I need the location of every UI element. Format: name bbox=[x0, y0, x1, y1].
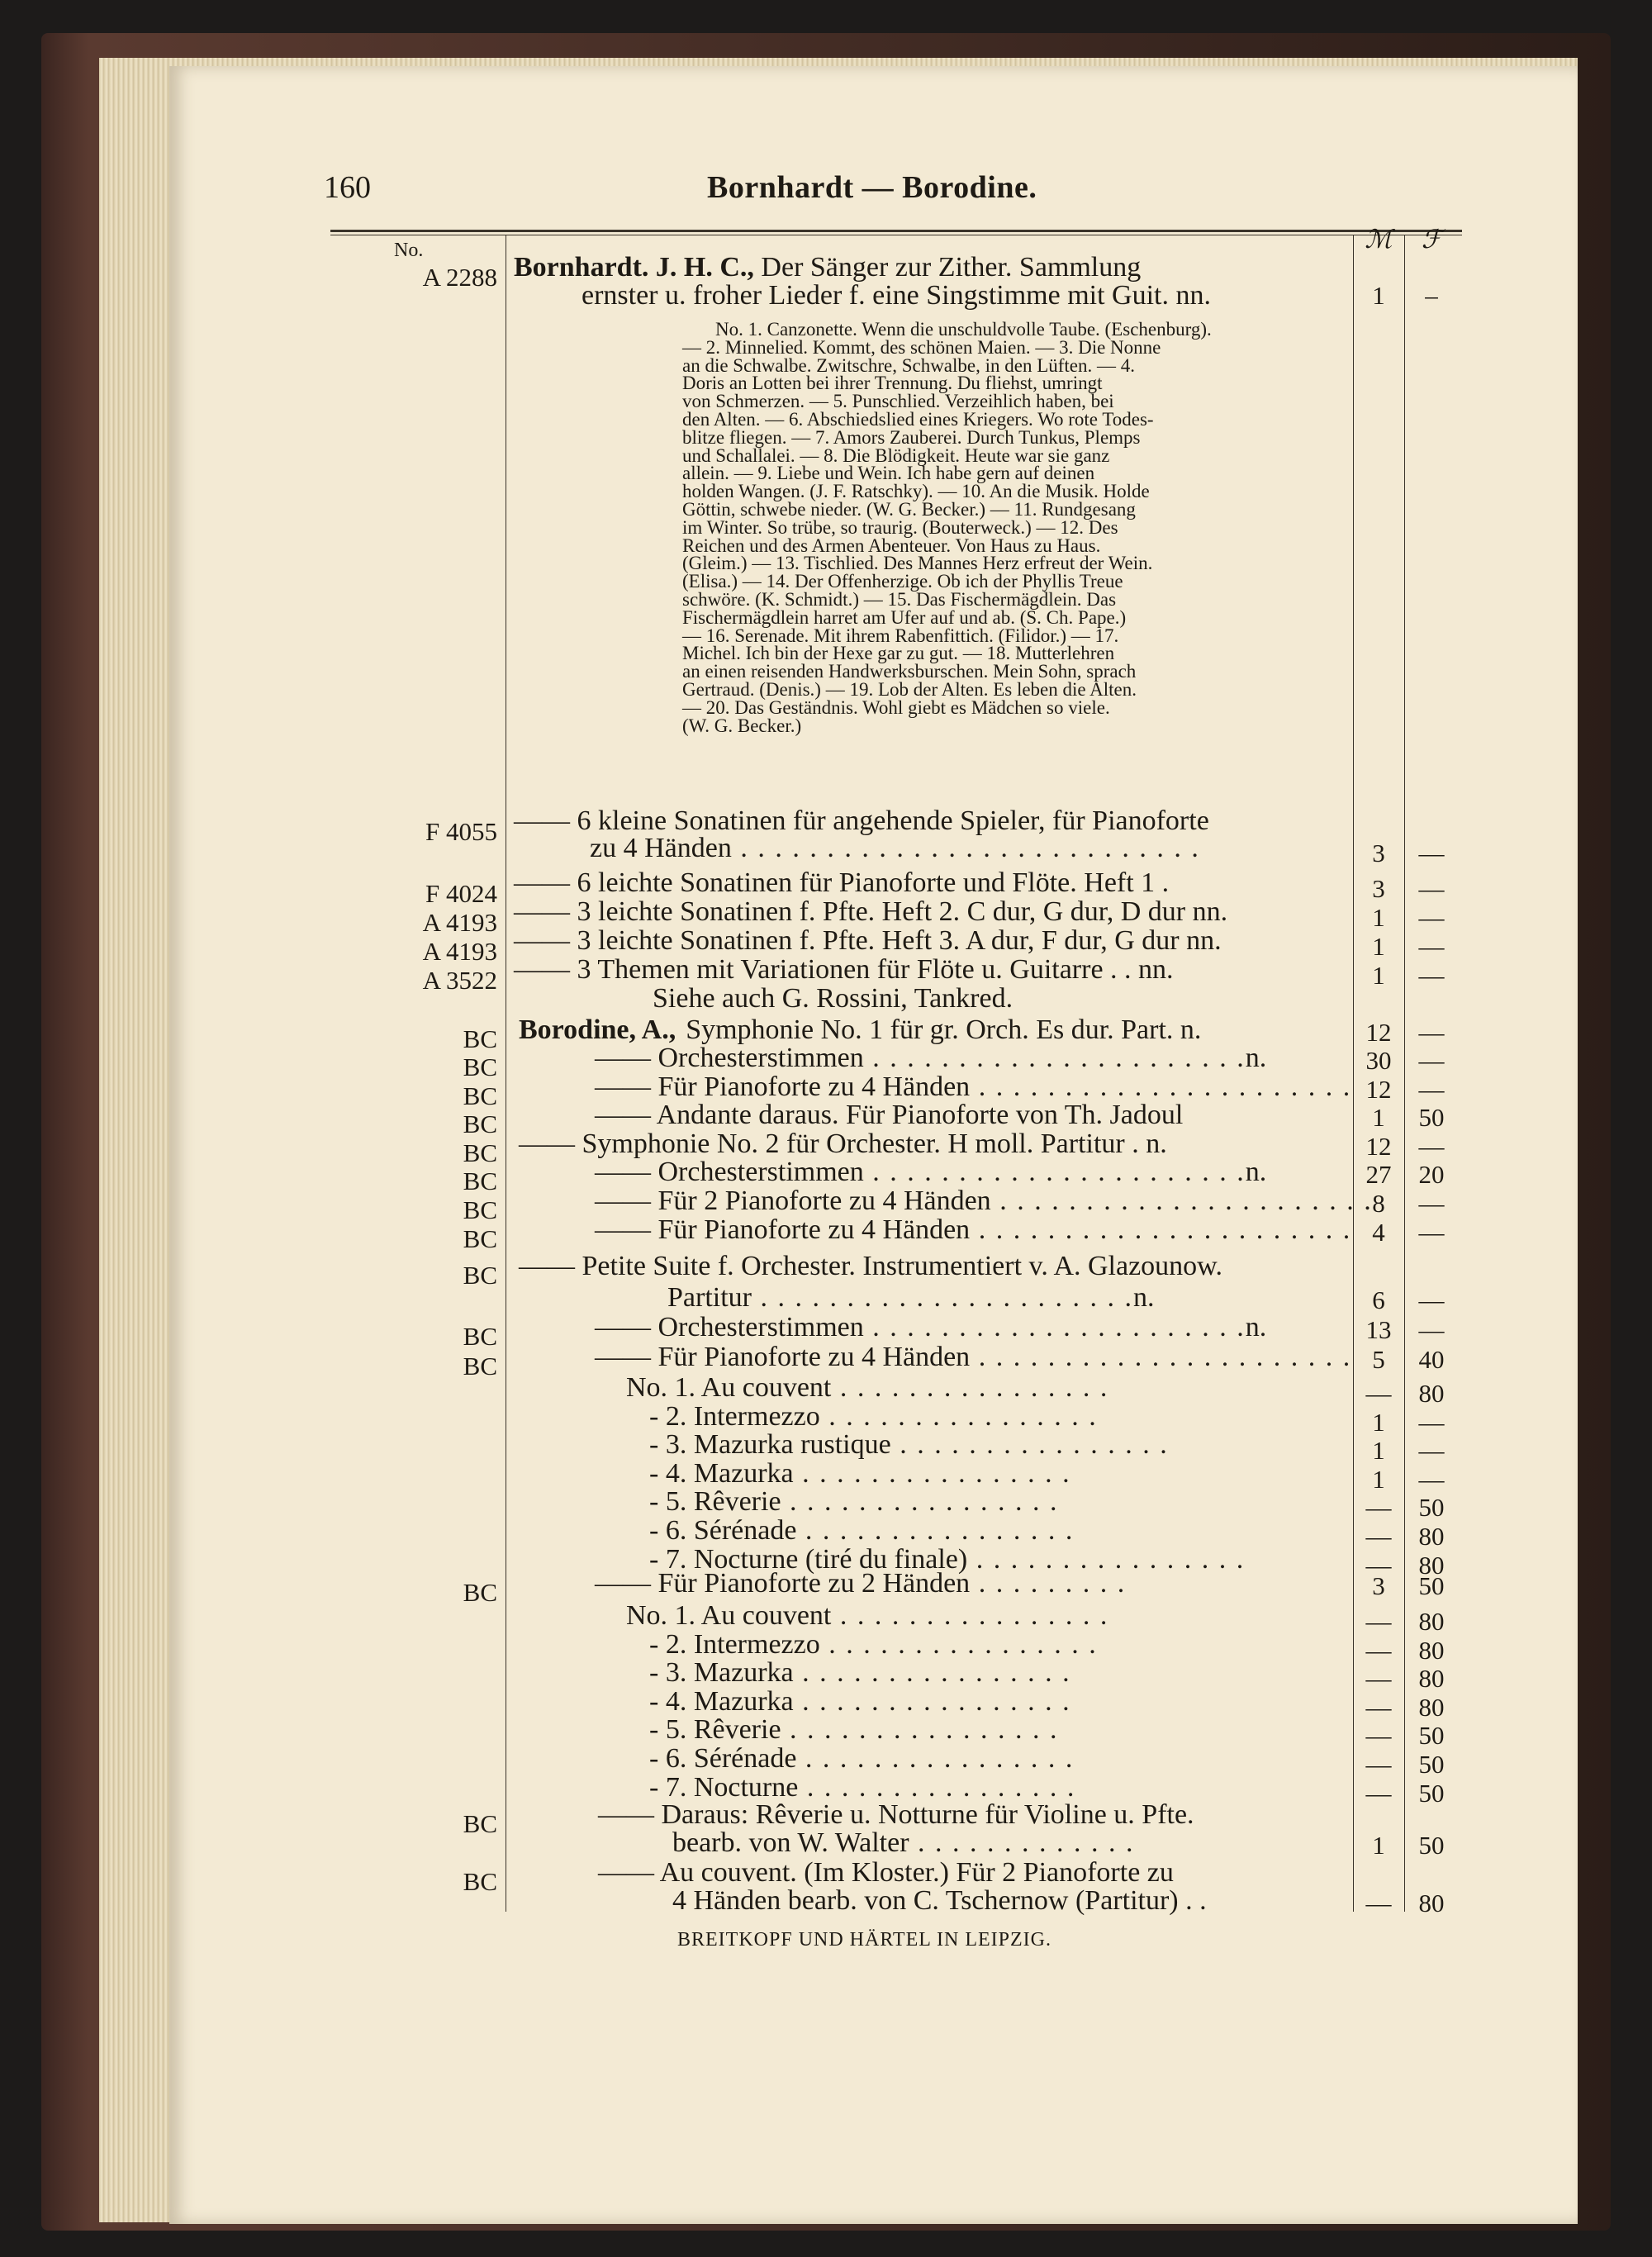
price-mark: — bbox=[1365, 1778, 1392, 1808]
content-line: im Winter. So trübe, so traurig. (Bouterweck.) — 12. Des bbox=[682, 516, 1118, 538]
leader-dots: . . . . . . . . . . . . . . . . bbox=[793, 1457, 1071, 1489]
movement-title: - 7. Nocturne bbox=[649, 1771, 799, 1803]
catalog-number: A 4193 bbox=[422, 908, 497, 937]
catalog-number: BC bbox=[463, 1024, 497, 1053]
leader-dots: . . . . . . . . . . . . . . . . . . . . . . bbox=[990, 1186, 1373, 1216]
price-mark: 6 bbox=[1372, 1285, 1385, 1314]
leader-dots: . . . . . . . . . . . . . . . . . . . . . . bbox=[863, 1312, 1246, 1342]
price-pf: — bbox=[1418, 1132, 1445, 1161]
suite-movement bbox=[649, 1429, 1169, 1461]
leader-dots: . . . . . . . . . . . . . . . . bbox=[793, 1657, 1071, 1689]
price-mark: 12 bbox=[1365, 1075, 1392, 1104]
content-line: Fischermägdlein harret am Ufer auf und ab. (S. Ch. Pape.) bbox=[682, 606, 1127, 628]
entry-text-line bbox=[519, 1128, 1167, 1160]
price-pf: — bbox=[1418, 1285, 1445, 1314]
price-mark: 13 bbox=[1365, 1315, 1392, 1344]
leader-dots: . . . . . . . . . . . . . . . . bbox=[796, 1743, 1075, 1774]
movement-title: - 3. Mazurka bbox=[649, 1657, 794, 1689]
entry-text: —— Symphonie No. 2 für Orchester. H moll. Partitur . n. bbox=[519, 1128, 1167, 1159]
movement-title: - 4. Mazurka bbox=[649, 1457, 794, 1489]
price-pf: — bbox=[1418, 1218, 1445, 1247]
price-pf: — bbox=[1418, 1315, 1445, 1344]
content-line: den Alten. — 6. Abschiedslied eines Kriegers. Wo rote Todes- bbox=[682, 408, 1154, 430]
catalog-number: BC bbox=[463, 1052, 497, 1081]
price-mark: 1 bbox=[1372, 281, 1385, 310]
entry-text: —— 6 leichte Sonatinen für Pianoforte und Flöte. Heft 1 . bbox=[514, 867, 1170, 898]
price-mark: 12 bbox=[1365, 1132, 1392, 1161]
entry-text: —— 3 Themen mit Variationen für Flöte u. Guitarre . . nn. bbox=[514, 954, 1174, 985]
price-mark: 1 bbox=[1372, 961, 1385, 990]
entry-text-cont bbox=[590, 833, 1200, 864]
content-line: Michel. Ich bin der Hexe gar zu gut. — 18. Mutterlehren bbox=[682, 643, 1115, 664]
author-name: Bornhardt. J. H. C., bbox=[514, 252, 754, 283]
price-pf: — bbox=[1418, 932, 1445, 961]
content-line: — 16. Serenade. Mit ihrem Rabenfittich. (Filidor.) — 17. bbox=[682, 625, 1119, 646]
movement-title: - 5. Rêverie bbox=[649, 1714, 781, 1746]
price-mark: 1 bbox=[1372, 1464, 1385, 1494]
price-mark: 4 bbox=[1372, 1218, 1385, 1247]
entry-text: Partitur bbox=[667, 1282, 752, 1313]
entry-text-line bbox=[595, 1043, 1266, 1074]
movement-title: - 6. Sérénade bbox=[649, 1515, 797, 1546]
mark-column-heading: ℳ bbox=[1365, 225, 1393, 254]
catalog-number: BC bbox=[463, 1809, 497, 1838]
content-line: holden Wangen. (J. F. Ratschky). — 10. An die Musik. Holde bbox=[682, 481, 1150, 502]
publisher-footer: BREITKOPF UND HÄRTEL IN LEIPZIG. bbox=[677, 1929, 1051, 1951]
entry-text-cont bbox=[672, 1827, 1135, 1859]
leader-dots: . . . . . . . . . . . . . . . . bbox=[793, 1685, 1071, 1717]
price-mark: — bbox=[1365, 1750, 1392, 1779]
catalog-number: A 3522 bbox=[422, 966, 497, 995]
leader-dots: . . . . . . . . . . . . . . . . . . . . . . bbox=[863, 1043, 1246, 1073]
leader-dots: . . . . . . . . . . . . . . . . . . . . . . bbox=[970, 1071, 1352, 1102]
price-pf: — bbox=[1418, 1075, 1445, 1104]
price-pf: – bbox=[1425, 281, 1438, 310]
leader-dots: . . . . . . . . . . . . . . . . bbox=[890, 1429, 1169, 1461]
bornhardt-entry-line1 bbox=[514, 252, 1141, 283]
price-pf: — bbox=[1418, 1436, 1445, 1466]
price-mark: 1 bbox=[1372, 1103, 1385, 1132]
suite-movement bbox=[649, 1714, 1059, 1746]
entry-text: —— 3 leichte Sonatinen f. Pfte. Heft 3. A dur, F dur, G dur nn. bbox=[514, 925, 1222, 956]
author-name: Borodine, A., bbox=[519, 1014, 676, 1045]
leader-dots: . . . . . . . . . . . . . . . . . . . . . . bbox=[751, 1282, 1133, 1313]
price-pf: 80 bbox=[1418, 1607, 1445, 1636]
price-pf: — bbox=[1418, 1018, 1445, 1047]
header-rule bbox=[330, 230, 1462, 232]
price-pf: 50 bbox=[1418, 1571, 1445, 1600]
price-pf: 80 bbox=[1418, 1550, 1445, 1580]
content-line: — 2. Minnelied. Kommt, des schönen Maien. — 3. Die Nonne bbox=[682, 336, 1161, 358]
entry-title: Symphonie No. 1 für gr. Orch. Es dur. Part. n. bbox=[686, 1014, 1202, 1045]
catalog-number: BC bbox=[463, 1352, 497, 1380]
movement-title: - 2. Intermezzo bbox=[649, 1400, 820, 1432]
leader-dots: . . . . . . . . . . . . . . . . bbox=[967, 1543, 1246, 1575]
catalog-number: BC bbox=[463, 1322, 497, 1351]
entry-text-line bbox=[595, 1157, 1266, 1188]
suite-movement bbox=[649, 1657, 1071, 1689]
price-mark: 1 bbox=[1372, 903, 1385, 932]
net-mark: n. bbox=[1245, 1312, 1267, 1342]
leader-dots: . . . . . . . . . . . . . . . . . . . . . . bbox=[970, 1214, 1352, 1245]
entry-text-line bbox=[595, 1342, 1351, 1373]
leader-dots: . . . . . . . . . bbox=[970, 1568, 1127, 1599]
entry-title: Der Sänger zur Zither. Sammlung bbox=[761, 252, 1142, 283]
price-pf: 80 bbox=[1418, 1889, 1445, 1917]
entry-text-line bbox=[595, 1100, 1183, 1131]
price-mark: — bbox=[1365, 1493, 1392, 1523]
entry-text-line bbox=[595, 1186, 1373, 1217]
entry-text: —— Au couvent. (Im Kloster.) Für 2 Pianoforte zu bbox=[598, 1857, 1174, 1888]
entry-text-line bbox=[595, 1312, 1266, 1343]
entry-text: —— 3 leichte Sonatinen f. Pfte. Heft 2. C dur, G dur, D dur nn. bbox=[514, 896, 1228, 927]
price-pf: 80 bbox=[1418, 1664, 1445, 1694]
bornhardt-entry-line2: ernster u. froher Lieder f. eine Singstimme mit Guit. nn. bbox=[582, 280, 1211, 311]
price-mark: — bbox=[1365, 1607, 1392, 1636]
price-mark: — bbox=[1365, 1635, 1392, 1665]
entry-text-line2: bearb. von W. Walter bbox=[672, 1827, 909, 1858]
price-mark: — bbox=[1365, 1550, 1392, 1580]
content-line: Doris an Lotten bei ihrer Trennung. Du fliehst, umringt bbox=[682, 373, 1103, 394]
price-pf: 50 bbox=[1418, 1750, 1445, 1779]
suite-movement bbox=[649, 1458, 1071, 1490]
price-mark: — bbox=[1365, 1721, 1392, 1751]
suite-movement bbox=[649, 1686, 1071, 1718]
price-mark: 30 bbox=[1365, 1046, 1392, 1075]
song-contents-list bbox=[682, 321, 1327, 734]
price-mark: — bbox=[1365, 1522, 1392, 1551]
leader-dots: . . . . . . . . . . . . . . . . bbox=[831, 1600, 1109, 1631]
content-line: (Elisa.) — 14. Der Offenherzige. Ob ich der Phyllis Treue bbox=[682, 571, 1123, 592]
price-pf: — bbox=[1418, 1407, 1445, 1437]
price-pf: — bbox=[1418, 1046, 1445, 1075]
catalog-number: BC bbox=[463, 1195, 497, 1224]
price-mark: — bbox=[1365, 1692, 1392, 1722]
leader-dots: . . . . . . . . . . . . . . . . bbox=[831, 1372, 1109, 1403]
page-number: 160 bbox=[324, 170, 371, 205]
price-pf: — bbox=[1418, 874, 1445, 903]
entry-text: —— Für Pianoforte zu 4 Händen bbox=[595, 1214, 971, 1245]
content-line: blitze fliegen. — 7. Amors Zauberei. Durch Tunkus, Plemps bbox=[682, 426, 1141, 448]
catalog-number: A 2288 bbox=[422, 263, 497, 292]
price-pf: 50 bbox=[1418, 1103, 1445, 1132]
content-line: No. 1. Canzonette. Wenn die unschuldvolle Taube. (Eschenburg). bbox=[715, 319, 1212, 340]
content-line: von Schmerzen. — 5. Punschlied. Verzeihlich haben, bei bbox=[682, 391, 1114, 412]
content-line: (W. G. Becker.) bbox=[682, 715, 802, 736]
entry-text: —— Daraus: Rêverie u. Notturne für Violine u. Pfte. bbox=[598, 1799, 1194, 1830]
entry-text: —— Für 2 Pianoforte zu 4 Händen bbox=[595, 1186, 991, 1216]
leader-dots: . . . . . . . . . . . . . . . . bbox=[798, 1771, 1076, 1803]
price-pf: — bbox=[1418, 1464, 1445, 1494]
entry-text: —— Orchesterstimmen bbox=[595, 1312, 864, 1342]
borodine-entry-line bbox=[519, 1014, 1201, 1046]
catalog-number: BC bbox=[463, 1138, 497, 1167]
suite-movement bbox=[649, 1515, 1074, 1547]
pf-column-heading: ℱ bbox=[1421, 225, 1442, 254]
content-line: und Schallalei. — 8. Die Blödigkeit. Heute war sie ganz bbox=[682, 444, 1110, 466]
price-mark: 1 bbox=[1372, 1436, 1385, 1466]
price-pf: 50 bbox=[1418, 1831, 1445, 1860]
leader-dots: . . . . . . . . . . . . . bbox=[909, 1827, 1135, 1858]
leader-dots: . . . . . . . . . . . . . . . . bbox=[796, 1515, 1075, 1546]
content-line: an die Schwalbe. Zwitschre, Schwalbe, in den Lüften. — 4. bbox=[682, 354, 1136, 376]
price-mark: 8 bbox=[1372, 1189, 1385, 1218]
content-line: allein. — 9. Liebe und Wein. Ich habe gern auf deinen bbox=[682, 463, 1095, 484]
movement-title: No. 1. Au couvent bbox=[626, 1372, 832, 1403]
catalog-number: BC bbox=[463, 1081, 497, 1110]
leader-dots: . . . . . . . . . . . . . . . . . . . . . . bbox=[863, 1157, 1246, 1187]
entry-text: Siehe auch G. Rossini, Tankred. bbox=[653, 983, 1014, 1014]
price-pf: — bbox=[1418, 839, 1445, 867]
price-mark: 3 bbox=[1372, 839, 1385, 867]
catalog-number: BC bbox=[463, 1224, 497, 1253]
content-line: Reichen und des Armen Abenteuer. Von Haus zu Haus. bbox=[682, 535, 1101, 556]
movement-title: - 3. Mazurka rustique bbox=[649, 1429, 891, 1461]
price-pf: 20 bbox=[1418, 1160, 1445, 1189]
price-pf: — bbox=[1418, 961, 1445, 990]
suite-movement bbox=[649, 1743, 1074, 1775]
suite-movement bbox=[649, 1401, 1098, 1433]
movement-title: - 4. Mazurka bbox=[649, 1685, 794, 1717]
price-pf: 80 bbox=[1418, 1692, 1445, 1722]
net-mark: n. bbox=[1132, 1282, 1155, 1313]
content-line: (Gleim.) — 13. Tischlied. Des Mannes Herz erfreut der Wein. bbox=[682, 553, 1153, 574]
catalog-number: BC bbox=[463, 1167, 497, 1195]
suite-movement bbox=[649, 1629, 1098, 1661]
suite-movement bbox=[626, 1372, 1108, 1404]
suite-movement bbox=[626, 1600, 1108, 1632]
price-mark: — bbox=[1365, 1664, 1392, 1694]
catalog-number: BC bbox=[463, 1261, 497, 1290]
price-mark: 1 bbox=[1372, 932, 1385, 961]
content-line: — 20. Das Geständnis. Wohl giebt es Mädchen so viele. bbox=[682, 696, 1110, 718]
content-line: an einen reisenden Handwerksburschen. Mein Sohn, sprach bbox=[682, 661, 1137, 682]
price-pf: 40 bbox=[1418, 1345, 1445, 1374]
suite-movement bbox=[649, 1486, 1059, 1518]
movement-title: - 5. Rêverie bbox=[649, 1486, 781, 1518]
entry-text-line bbox=[595, 1568, 1126, 1599]
movement-title: - 7. Nocturne (tiré du finale) bbox=[649, 1543, 968, 1575]
leader-dots: . . . . . . . . . . . . . . . . bbox=[781, 1486, 1059, 1518]
content-line: Gertraud. (Denis.) — 19. Lob der Alten. Es leben die Alten. bbox=[682, 678, 1137, 700]
leader-dots: . . . . . . . . . . . . . . . . bbox=[781, 1714, 1059, 1746]
leader-dots: . . . . . . . . . . . . . . . . bbox=[819, 1400, 1098, 1432]
price-mark: 12 bbox=[1365, 1018, 1392, 1047]
price-pf: 50 bbox=[1418, 1493, 1445, 1523]
entry-text-line bbox=[519, 1251, 1222, 1282]
entry-text: —— Für Pianoforte zu 4 Händen bbox=[595, 1071, 971, 1102]
price-mark: 3 bbox=[1372, 874, 1385, 903]
entry-text-line bbox=[595, 1071, 1351, 1103]
catalog-number: BC bbox=[463, 1578, 497, 1607]
movement-title: No. 1. Au couvent bbox=[626, 1600, 832, 1631]
no-column-heading: No. bbox=[394, 240, 424, 261]
catalog-number: BC bbox=[463, 1109, 497, 1138]
price-mark: 27 bbox=[1365, 1160, 1392, 1189]
entry-text: —— Für Pianoforte zu 2 Händen bbox=[595, 1568, 971, 1599]
entry-text: —— Orchesterstimmen bbox=[595, 1157, 864, 1187]
entry-text: —— Orchesterstimmen bbox=[595, 1043, 864, 1073]
price-pf: 50 bbox=[1418, 1778, 1445, 1808]
entry-text: 4 Händen bearb. von C. Tschernow (Partitur) . . bbox=[672, 1885, 1207, 1916]
price-mark: 1 bbox=[1372, 1407, 1385, 1437]
suite-movement bbox=[649, 1772, 1075, 1803]
entry-text-line bbox=[595, 1214, 1351, 1246]
price-mark: — bbox=[1365, 1889, 1392, 1917]
price-pf: 50 bbox=[1418, 1721, 1445, 1751]
price-mark: — bbox=[1365, 1379, 1392, 1408]
entry-text: —— 6 kleine Sonatinen für angehende Spieler, für Pianoforte bbox=[514, 805, 1209, 836]
content-line: Göttin, schwebe nieder. (W. G. Becker.) — 11. Rundgesang bbox=[682, 498, 1136, 520]
catalog-number: F 4024 bbox=[425, 879, 497, 908]
running-title: Bornhardt — Borodine. bbox=[707, 170, 1037, 205]
entry-text: —— Für Pianoforte zu 4 Händen bbox=[595, 1342, 971, 1372]
net-mark: n. bbox=[1245, 1043, 1267, 1073]
leader-dots: . . . . . . . . . . . . . . . . . . . . . . bbox=[970, 1342, 1352, 1372]
price-pf: 80 bbox=[1418, 1635, 1445, 1665]
content-line: schwöre. (K. Schmidt.) — 15. Das Fischermägdlein. Das bbox=[682, 588, 1117, 610]
price-pf: 80 bbox=[1418, 1379, 1445, 1408]
entry-text-line2: zu 4 Händen bbox=[590, 833, 732, 863]
movement-title: - 6. Sérénade bbox=[649, 1743, 797, 1774]
movement-title: - 2. Intermezzo bbox=[649, 1628, 820, 1660]
leader-dots: . . . . . . . . . . . . . . . . bbox=[819, 1628, 1098, 1660]
price-pf: — bbox=[1418, 1189, 1445, 1218]
catalog-number: BC bbox=[463, 1867, 497, 1896]
leader-dots: . . . . . . . . . . . . . . . . . . . . . . . . . . . bbox=[731, 833, 1200, 863]
price-pf: — bbox=[1418, 903, 1445, 932]
price-pf: 80 bbox=[1418, 1522, 1445, 1551]
entry-text-line bbox=[667, 1282, 1154, 1314]
price-mark: 5 bbox=[1372, 1345, 1385, 1374]
catalog-number: F 4055 bbox=[425, 817, 497, 846]
net-mark: n. bbox=[1245, 1157, 1267, 1187]
entry-text: —— Andante daraus. Für Pianoforte von Th. Jadoul bbox=[595, 1100, 1184, 1130]
price-mark: 3 bbox=[1372, 1571, 1385, 1600]
price-mark: 1 bbox=[1372, 1831, 1385, 1860]
catalog-number: A 4193 bbox=[422, 937, 497, 966]
entry-text: —— Petite Suite f. Orchester. Instrumentiert v. A. Glazounow. bbox=[519, 1251, 1223, 1281]
